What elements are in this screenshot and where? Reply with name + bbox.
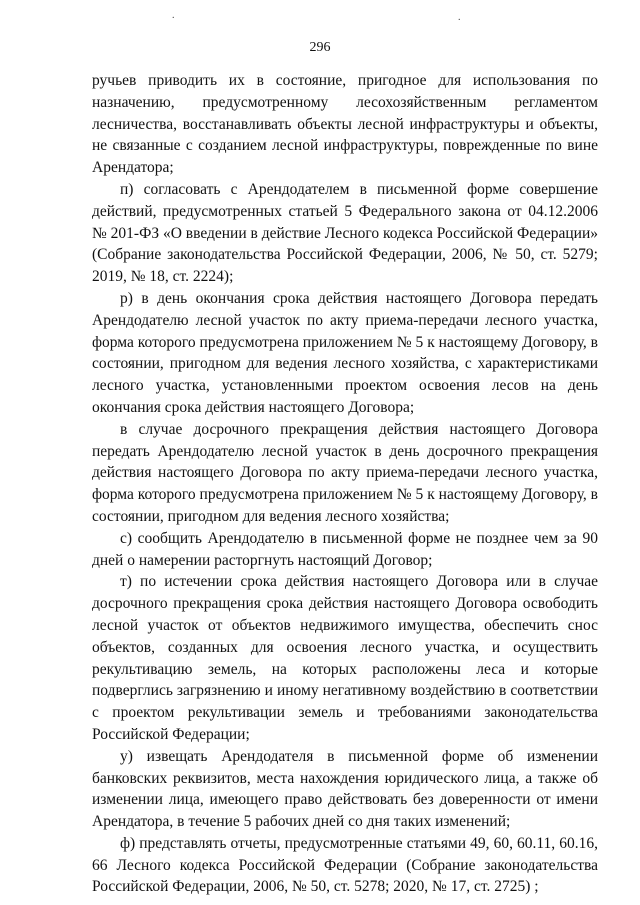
scan-mark: . bbox=[172, 10, 175, 21]
document-body bbox=[92, 70, 598, 898]
paragraph-early-termination: в случае досрочного прекращения действия настоящего Договора передать Арендодателю лесной участок в день досрочного прекращения действия настоящего Договора по акту приема-передачи лесного участка, форма которого предусмотрена приложением № 5 к настоящему Договору, в состоянии, пригодном для ведения лесного хозяйства; bbox=[92, 420, 598, 525]
scan-mark: . bbox=[458, 12, 461, 23]
paragraph-clause-r: р) в день окончания срока действия настоящего Договора передать Арендодателю лесной участок по акту приема-передачи лесного участка, форма которого предусмотрена приложением № 5 к настоящему Договору, в состоянии, пригодном для ведения лесного хозяйства, с характеристиками лесного участка, установленными проектом освоения лесов на день окончания срока действия настоящего Договора; bbox=[92, 289, 598, 416]
paragraph-clause-p: п) согласовать с Арендодателем в письменной форме совершение действий, предусмотренных статьей 5 Федерального закона от 04.12.2006 № 201-ФЗ «О введении в действие Лесного кодекса Российской Федерации» (Собрание законодательства Российской Федерации, 2006, № 50, ст. 5279; 2019, № 18, ст. 2224); bbox=[92, 180, 598, 286]
paragraph-clause-s: с) сообщить Арендодателю в письменной форме не позднее чем за 90 дней о намерении расторгнуть настоящий Договор; bbox=[92, 529, 598, 569]
paragraph-clause-u: у) извещать Арендодателя в письменной форме об изменении банковских реквизитов, места нахождения юридического лица, а также об изменении лица, имеющего право действовать без доверенности от имени Арендатора, в течение 5 рабочих дней со дня таких изменений; bbox=[92, 747, 598, 831]
paragraph-clause-t: т) по истечении срока действия настоящего Договора или в случае досрочного прекращения срока действия настоящего Договора освободить лесной участок от объектов недвижимого имущества, обеспечить снос объектов, созданных для освоения лесного участка, и осуществить рекультивацию земель, на которых расположены леса и которые подверглись загрязнению и иному негативному воздействию в соответствии с проектом рекультивации земель и требованиями законодательства Российской Федерации; bbox=[92, 573, 598, 743]
paragraph-continuation: ручьев приводить их в состояние, пригодное для использования по назначению, предусмотренному лесохозяйственным регламентом лесничества, восстанавливать объекты лесной инфраструктуры и объекты, не связанные с созданием лесной инфраструктуры, поврежденные по вине Арендатора; bbox=[92, 72, 598, 177]
paragraph-clause-f: ф) представлять отчеты, предусмотренные статьями 49, 60, 60.11, 60.16, 66 Лесного кодекса Российской Федерации (Собрание законодательства Российской Федерации, 2006, № 50, ст. 5278; 2020, № 17, ст. 2725) ; bbox=[92, 834, 598, 896]
page-number: 296 bbox=[309, 40, 331, 55]
